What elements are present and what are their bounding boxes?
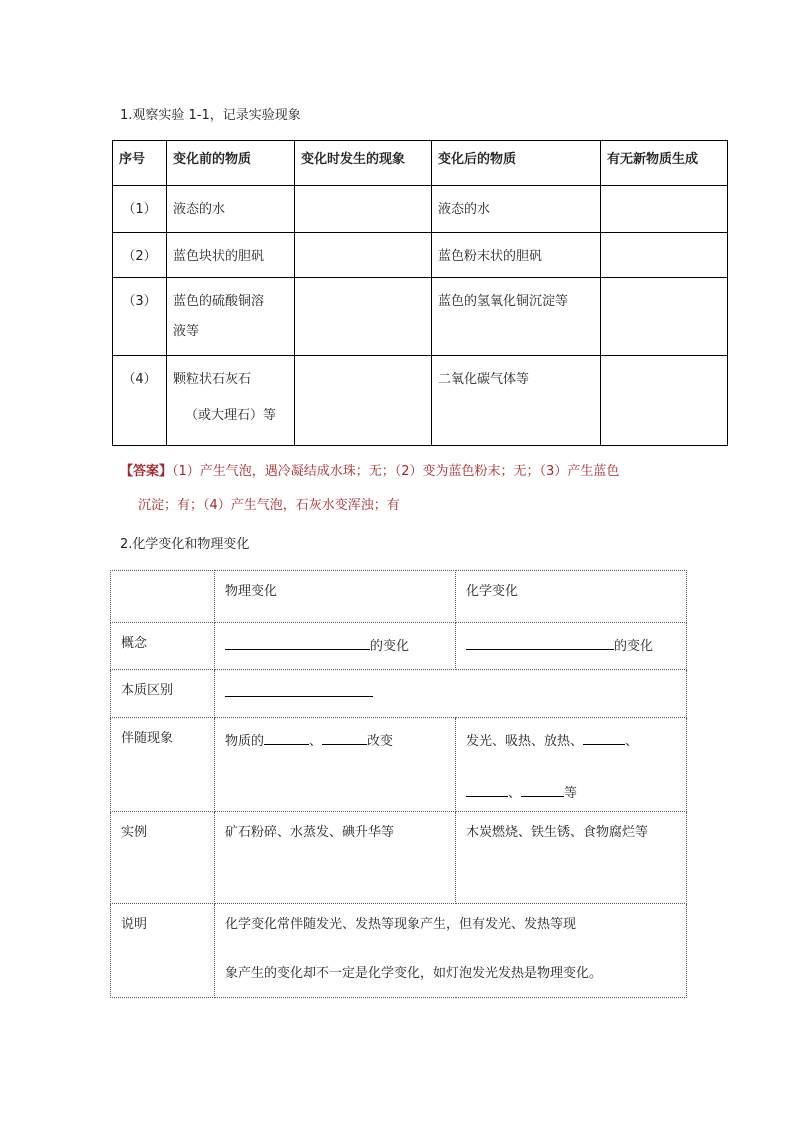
fill-blank[interactable]: [225, 682, 373, 697]
fill-blank[interactable]: [322, 730, 367, 745]
phenomena-physical: [215, 718, 456, 812]
row-before: 蓝色块状的胆矾: [167, 233, 295, 278]
phenomena-physical-prefix: 物质的: [225, 734, 265, 749]
row-index: （2）: [113, 233, 167, 278]
table-row: [113, 186, 728, 233]
table-header-row: [111, 571, 687, 623]
phenomena-chemical: [456, 718, 687, 812]
change-comparison-table: [110, 570, 687, 998]
header-physical: 物理变化: [215, 571, 456, 623]
answer-block: [120, 455, 690, 523]
table-row: [113, 278, 728, 356]
row-new-substance: [601, 233, 728, 278]
corner-cell: [111, 571, 215, 623]
row-after: 液态的水: [432, 186, 601, 233]
fill-blank[interactable]: [466, 635, 614, 650]
fill-blank[interactable]: [583, 730, 625, 745]
row-phenomenon: [295, 278, 432, 356]
row-phenomenon: [295, 233, 432, 278]
phenomena-chemical-line-2: [466, 782, 676, 802]
fill-blank[interactable]: [466, 782, 508, 797]
row-label-note: 说明: [111, 904, 215, 998]
row-after: 蓝色的氢氧化铜沉淀等: [432, 278, 601, 356]
note-line-1: 化学变化常伴随发光、发热等现象产生，但有发光、发热等现: [225, 917, 577, 932]
table-row: [111, 718, 687, 812]
row-before-line: （或大理石）等: [184, 408, 276, 423]
header-cell-after: 变化后的物质: [432, 141, 601, 186]
header-cell-before: 变化前的物质: [167, 141, 295, 186]
row-after: 蓝色粉末状的胆矾: [432, 233, 601, 278]
concept-physical-suffix: 的变化: [370, 639, 410, 654]
concept-chemical-suffix: 的变化: [614, 639, 654, 654]
fill-blank[interactable]: [225, 635, 370, 650]
row-phenomenon: [295, 186, 432, 233]
row-before-line: 颗粒状石灰石: [173, 372, 252, 387]
row-label-essence: 本质区别: [111, 670, 215, 718]
row-label-concept: 概念: [111, 623, 215, 670]
section2-heading: 2.化学变化和物理变化: [120, 537, 250, 552]
examples-chemical: 木炭燃烧、铁生锈、食物腐烂等: [456, 812, 687, 904]
phenomena-physical-sep: 、: [309, 734, 323, 749]
fill-blank[interactable]: [521, 782, 564, 797]
row-before: [167, 278, 295, 356]
phenomena-chemical-sep: 、: [508, 786, 522, 801]
header-chemical: 化学变化: [456, 571, 687, 623]
table-row: [113, 233, 728, 278]
header-cell-index: 序号: [113, 141, 167, 186]
row-new-substance: [601, 278, 728, 356]
row-label-phenomena: 伴随现象: [111, 718, 215, 812]
answer-line-2: 沉淀；有；（4）产生气泡，石灰水变浑浊；有: [138, 498, 400, 513]
row-after: 二氧化碳气体等: [432, 356, 601, 446]
note-line-2: 象产生的变化却不一定是化学变化，如灯泡发光发热是物理变化。: [225, 966, 603, 981]
answer-line-1: （1）产生气泡，遇冷凝结成水珠；无；（2）变为蓝色粉末；无；（3）产生蓝色: [172, 464, 620, 479]
table-row: [111, 812, 687, 904]
table-row: [111, 623, 687, 670]
row-before-line: 蓝色的硫酸铜溶: [173, 294, 265, 309]
note-text: [215, 904, 687, 998]
row-before-line: 液等: [173, 324, 200, 339]
table-header-row: [113, 141, 728, 186]
table-row: [113, 356, 728, 446]
row-label-examples: 实例: [111, 812, 215, 904]
phenomena-chemical-line-1: [466, 730, 676, 750]
examples-physical: 矿石粉碎、水蒸发、碘升华等: [215, 812, 456, 904]
phenomena-physical-suffix: 改变: [367, 734, 394, 749]
row-before: [167, 356, 295, 446]
fill-blank[interactable]: [264, 730, 309, 745]
row-index: （3）: [113, 278, 167, 356]
header-cell-phenomenon: 变化时发生的现象: [295, 141, 432, 186]
header-cell-new-substance: 有无新物质生成: [601, 141, 728, 186]
answer-tag: 【答案】: [120, 464, 173, 479]
experiment-table: [112, 140, 728, 446]
table-row: [111, 904, 687, 998]
row-before: 液态的水: [167, 186, 295, 233]
concept-physical: [215, 623, 456, 670]
row-index: （4）: [113, 356, 167, 446]
essence-answer: [215, 670, 687, 718]
row-new-substance: [601, 186, 728, 233]
row-index: （1）: [113, 186, 167, 233]
concept-chemical: [456, 623, 687, 670]
phenomena-chemical-text: 发光、吸热、放热、: [466, 734, 584, 749]
row-new-substance: [601, 356, 728, 446]
section1-heading: 1.观察实验 1-1，记录实验现象: [120, 108, 301, 123]
phenomena-chemical-sep: 、: [625, 734, 639, 749]
row-phenomenon: [295, 356, 432, 446]
table-row: [111, 670, 687, 718]
phenomena-chemical-suffix: 等: [564, 786, 578, 801]
